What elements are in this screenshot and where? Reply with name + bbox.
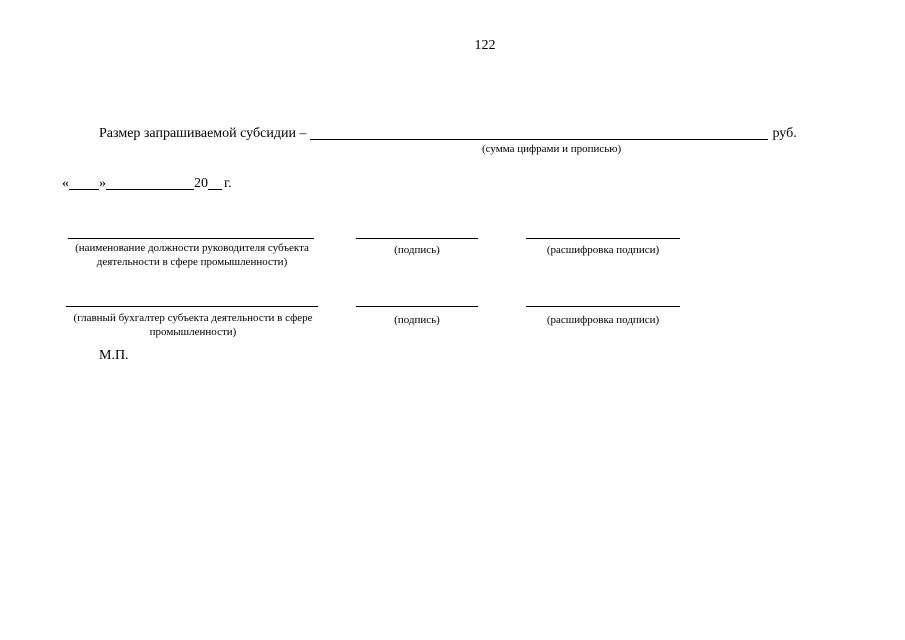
page-number: 122	[474, 38, 496, 53]
date-year-prefix: 20	[194, 176, 208, 191]
subsidy-hint: (сумма цифрами и прописью)	[482, 143, 622, 155]
subsidy-amount-field[interactable]	[310, 125, 768, 140]
subsidy-unit: руб.	[772, 126, 797, 141]
head-position-caption: (наименование должности руководителя субъекта деятельности в сфере промышленности)	[75, 242, 309, 268]
accountant-decoding-line[interactable]	[526, 306, 680, 307]
accountant-position-caption: (главный бухгалтер субъекта деятельности в сфере промышленности)	[73, 312, 313, 338]
accountant-position-line[interactable]	[66, 306, 318, 307]
date-open-quote: «	[62, 176, 69, 191]
accountant-signature-line[interactable]	[356, 306, 478, 307]
subsidy-amount-row	[99, 125, 797, 142]
head-position-line[interactable]	[68, 238, 314, 239]
date-month-field[interactable]	[106, 176, 194, 190]
head-decoding-line[interactable]	[526, 238, 680, 239]
accountant-signature-caption: (подпись)	[394, 314, 440, 326]
date-row	[62, 176, 232, 192]
head-decoding-caption: (расшифровка подписи)	[546, 244, 660, 256]
subsidy-label: Размер запрашиваемой субсидии –	[99, 126, 307, 141]
accountant-decoding-caption: (расшифровка подписи)	[546, 314, 660, 326]
date-close-quote: »	[99, 176, 106, 191]
date-day-field[interactable]	[69, 176, 99, 190]
head-signature-line[interactable]	[356, 238, 478, 239]
stamp-place-label: М.П.	[99, 348, 129, 363]
date-year-field[interactable]	[208, 176, 222, 190]
head-signature-caption: (подпись)	[394, 244, 440, 256]
date-year-suffix: г.	[224, 176, 232, 191]
